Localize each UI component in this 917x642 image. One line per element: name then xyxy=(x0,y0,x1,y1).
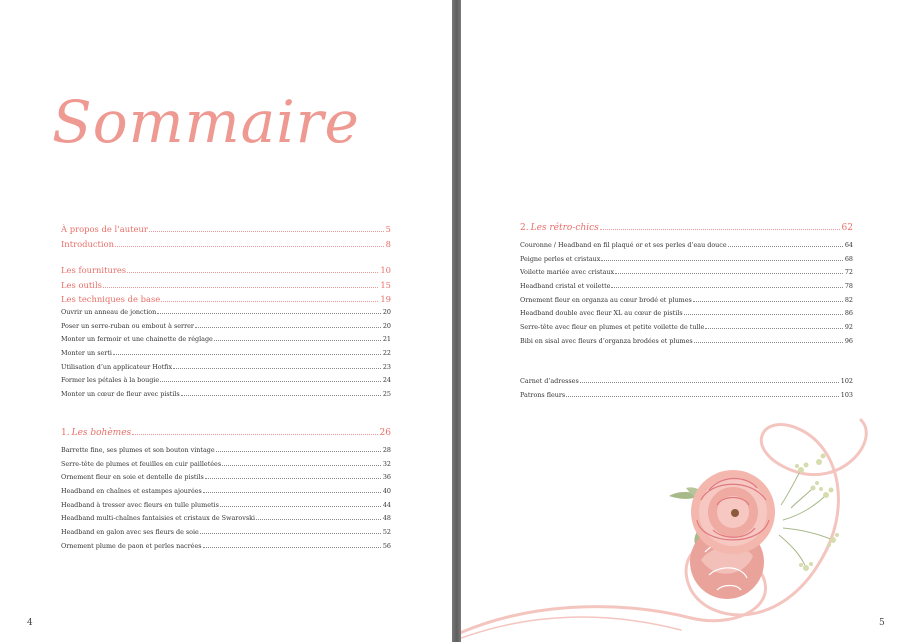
toc-entry[interactable]: Serre-tête avec fleur en plumes et petite voilette de tulle 92 xyxy=(520,323,853,332)
toc-entry[interactable]: Ornement fleur en soie et dentelle de pistils 36 xyxy=(61,473,391,482)
toc-intro xyxy=(61,224,391,253)
toc-entry[interactable]: Bibi en sisal avec fleurs d’organza brodées et plumes 96 xyxy=(520,336,853,345)
toc-entry[interactable]: Les outils 15 xyxy=(61,279,391,290)
toc-entry[interactable]: Poser un serre-ruban ou embout à serrer 20 xyxy=(61,321,391,330)
toc-entry[interactable]: Headband en galon avec ses fleurs de soie 52 xyxy=(61,528,391,537)
toc-entry[interactable]: Introduction 8 xyxy=(61,238,391,249)
toc-entry[interactable]: Ornement fleur en organza au cœur brodé et plumes 82 xyxy=(520,295,853,304)
toc-entry[interactable]: Ornement plume de paon et perles nacrées 56 xyxy=(61,541,391,550)
toc-entry[interactable]: Couronne / Headband en fil plaqué or et ses perles d’eau douce 64 xyxy=(520,241,853,249)
toc-entry[interactable]: Peigne perles et cristaux 68 xyxy=(520,254,853,263)
toc-entry[interactable]: Voilette mariée avec cristaux 72 xyxy=(520,268,853,277)
toc-entry[interactable]: Ouvrir un anneau de jonction 20 xyxy=(61,308,391,316)
toc-entry[interactable]: Monter un cœur de fleur avec pistils 25 xyxy=(61,390,391,399)
book-spine xyxy=(452,0,461,642)
toc-entry[interactable]: Headband double avec fleur XL au cœur de pistils 86 xyxy=(520,309,853,318)
toc-entry[interactable]: À propos de l’auteur 5 xyxy=(61,224,391,234)
toc-entry[interactable]: Barrette fine, ses plumes et son bouton vintage 28 xyxy=(61,446,391,454)
toc-entry[interactable]: Former les pétales à la bougie 24 xyxy=(61,376,391,385)
section-heading[interactable]: 2. Les rétro-chics 62 xyxy=(520,223,853,233)
toc-entry[interactable]: Monter un serti 22 xyxy=(61,349,391,358)
right-page xyxy=(461,0,917,642)
toc-techniques xyxy=(61,308,391,404)
toc-entry[interactable]: Monter un fermoir et une chainette de réglage 21 xyxy=(61,335,391,344)
toc-section-2 xyxy=(520,223,853,351)
toc-appendix xyxy=(520,377,853,404)
toc-section-1 xyxy=(61,428,391,556)
toc-entry[interactable]: Serre-tête de plumes et feuilles en cuir pailletées 32 xyxy=(61,459,391,468)
toc-entry[interactable]: Carnet d’adresses 102 xyxy=(520,377,853,385)
toc-basics xyxy=(61,265,391,309)
toc-entry[interactable]: Les fournitures 10 xyxy=(61,265,391,275)
rose-top xyxy=(691,470,775,554)
toc-entry[interactable]: Patrons fleurs 103 xyxy=(520,390,853,399)
toc-entry[interactable]: Headband à tresser avec fleurs en tulle plumetis 44 xyxy=(61,500,391,509)
toc-entry[interactable]: Les techniques de base 19 xyxy=(61,294,391,304)
toc-entry[interactable]: Headband en chaînes et estampes ajourées 40 xyxy=(61,487,391,496)
toc-entry[interactable]: Utilisation d’un applicateur Hotfix 23 xyxy=(61,362,391,371)
page-title: Sommaire xyxy=(52,88,360,156)
toc-entry[interactable]: Headband cristal et voilette 78 xyxy=(520,282,853,291)
section-heading[interactable]: 1. Les bohèmes 26 xyxy=(61,428,391,438)
page-number: 4 xyxy=(27,618,33,628)
left-page xyxy=(0,0,452,642)
toc-entry[interactable]: Headband multi-chaînes fantaisies et cristaux de Swarovski 48 xyxy=(61,514,391,523)
page-number: 5 xyxy=(879,618,885,628)
